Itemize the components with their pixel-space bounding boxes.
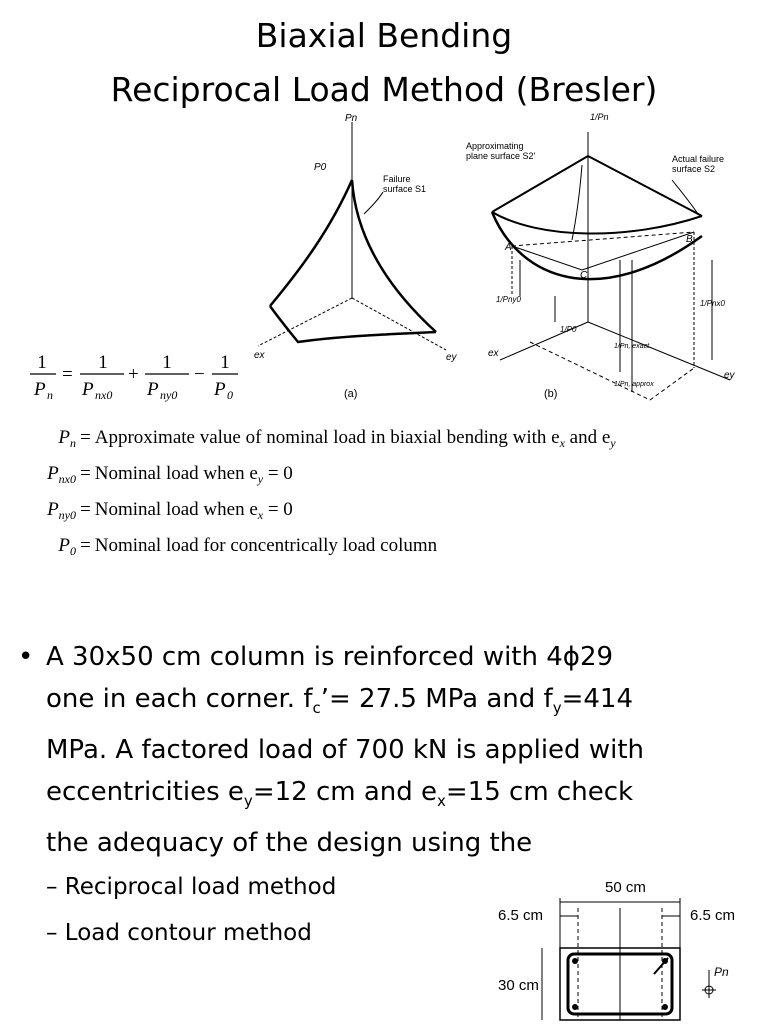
section-height-label: 30 cm bbox=[498, 977, 539, 994]
problem-line-2-part-b: ’= 27.5 MPa and f bbox=[320, 684, 553, 714]
slide-title-line-1: Biaxial Bending bbox=[255, 16, 513, 55]
section-bar-top-left bbox=[572, 958, 578, 964]
figure-b-label-pnx0: 1/Pnx0 bbox=[700, 299, 725, 308]
section-width-label: 50 cm bbox=[605, 879, 646, 896]
problem-line-4-part-a: eccentricities e bbox=[46, 777, 244, 807]
figure-b-grid-line-2 bbox=[650, 368, 694, 400]
section-hook bbox=[654, 958, 668, 974]
section-bar-bottom-left bbox=[572, 1004, 578, 1010]
definitions-list bbox=[24, 420, 764, 564]
figure-b-axis-top: 1/Pn bbox=[590, 112, 609, 122]
figure-a-leader bbox=[364, 192, 383, 214]
definition-pnx0: $P_{nx0}$ = Nominal load when $e_y = 0$ bbox=[47, 463, 293, 486]
def-tail2: y bbox=[610, 436, 616, 450]
def-rest: = 0 bbox=[263, 463, 293, 484]
bresler-figure bbox=[0, 110, 768, 420]
def-text: Nominal load when e bbox=[94, 463, 258, 484]
reciprocal-equation bbox=[30, 352, 238, 402]
eq-t3-den: P bbox=[214, 379, 226, 400]
figure-b-point-c: C bbox=[580, 270, 588, 281]
definition-pny0: $P_{ny0}$ = Nominal load when $e_x = 0$ bbox=[47, 499, 293, 522]
def-and: and e bbox=[564, 427, 611, 448]
figure-b-lower-surface bbox=[492, 212, 702, 279]
figure-a-surface-left-edge bbox=[270, 180, 352, 306]
problem-line-2-part-c: =414 bbox=[561, 684, 633, 714]
figure-a-ey-axis bbox=[352, 298, 446, 350]
section-bar-bottom-right bbox=[662, 1004, 668, 1010]
problem-line-4-part-c: =15 cm check bbox=[445, 777, 634, 807]
def-sub: nx0 bbox=[58, 472, 76, 486]
eq-t1-den-sub: nx0 bbox=[95, 388, 113, 402]
figure-b-ey-label: ey bbox=[724, 370, 735, 381]
section-load-label: Pn bbox=[714, 965, 729, 979]
problem-line-5: the adequacy of the design using the bbox=[46, 828, 533, 858]
definition-pn: $P_n$ = Approximate value of nominal load in biaxial bending with $e_x$ and $e_y$ bbox=[58, 427, 616, 450]
def-tail: x bbox=[257, 508, 264, 522]
figure-a-ex-label: ex bbox=[254, 350, 265, 361]
figure-b-approx-label-1: Approximating bbox=[466, 141, 524, 151]
def-sym: P bbox=[58, 535, 70, 556]
figure-b-caption: (b) bbox=[544, 388, 558, 400]
figure-b-actual-label-1: Actual failure bbox=[672, 154, 725, 164]
column-section bbox=[480, 870, 768, 1024]
figure-b-approx-label-2: plane surface S2' bbox=[466, 151, 536, 161]
eq-t3-den-sub: 0 bbox=[227, 388, 233, 402]
figure-a-caption: (a) bbox=[344, 388, 358, 400]
problem-line-4-sub-2: x bbox=[437, 792, 446, 810]
slide-title-line-2: Reciprocal Load Method (Bresler) bbox=[110, 70, 658, 109]
figure-b-label-p0: 1/P0 bbox=[560, 325, 577, 334]
section-right-cover: 6.5 cm bbox=[690, 907, 736, 924]
figure-a bbox=[258, 122, 446, 350]
figure-b-label-pny0: 1/Pny0 bbox=[496, 295, 521, 304]
def-rest: = 0 bbox=[263, 499, 293, 520]
section-left-cover: 6.5 cm bbox=[498, 907, 544, 924]
eq-lhs-den-sub: n bbox=[47, 388, 53, 402]
eq-t1-num: 1 bbox=[98, 352, 108, 373]
eq-t2-den: P bbox=[147, 379, 159, 400]
bullet-dot: • bbox=[18, 642, 34, 672]
figure-b-actual-leader bbox=[672, 180, 698, 214]
eq-lhs-num: 1 bbox=[37, 352, 47, 373]
problem-statement bbox=[18, 636, 758, 864]
figure-a-axis-pn: Pn bbox=[345, 113, 358, 124]
figure-b-upper-edge bbox=[492, 212, 702, 234]
eq-t3-num: 1 bbox=[220, 352, 230, 373]
figure-b-point-b: B bbox=[686, 234, 693, 245]
def-sym: P bbox=[58, 427, 70, 448]
eq-minus: − bbox=[194, 364, 205, 385]
def-text: Nominal load when e bbox=[94, 499, 258, 520]
figure-b-actual-label-2: surface S2 bbox=[672, 164, 716, 174]
eq-t2-num: 1 bbox=[162, 352, 172, 373]
problem-line-2 bbox=[46, 678, 758, 729]
problem-line-2-part-a: one in each corner. f bbox=[46, 684, 313, 714]
figure-b-approx-leader bbox=[572, 165, 582, 240]
def-sym: P bbox=[47, 499, 59, 520]
figure-a-surface-label-1: Failure bbox=[383, 174, 411, 184]
def-tail: x bbox=[559, 436, 565, 450]
def-text: Nominal load for concentrically load column bbox=[94, 535, 438, 556]
problem-line-2-sub: c bbox=[312, 699, 321, 717]
problem-line-3: MPa. A factored load of 700 kN is applied with bbox=[46, 735, 644, 765]
eq-plus: + bbox=[128, 364, 139, 385]
def-text: Approximate value of nominal load in biaxial bending with e bbox=[94, 427, 560, 448]
eq-t2-den-sub: ny0 bbox=[160, 388, 178, 402]
figure-b-label-approx: 1/Pn, approx bbox=[614, 381, 654, 388]
eq-lhs-den: P bbox=[34, 379, 46, 400]
figure-b-ey-axis bbox=[588, 322, 730, 380]
def-sub: 0 bbox=[70, 544, 76, 558]
figure-a-ey-label: ey bbox=[446, 352, 457, 363]
eq-t1-den: P bbox=[82, 379, 94, 400]
methods-list bbox=[46, 864, 336, 956]
figure-a-surface-bottom-edge bbox=[270, 306, 436, 342]
figure-a-surface-label-2: surface S1 bbox=[383, 184, 427, 194]
def-sym: P bbox=[47, 463, 59, 484]
problem-line-4-part-b: =12 cm and e bbox=[252, 777, 438, 807]
figure-b-point-a: A bbox=[505, 242, 512, 253]
problem-line-2-sub-2: y bbox=[552, 699, 562, 717]
problem-line-4-sub: y bbox=[243, 792, 253, 810]
def-sub: ny0 bbox=[58, 508, 76, 522]
figure-a-p0: P0 bbox=[314, 162, 327, 173]
def-tail: y bbox=[257, 472, 264, 486]
figure-b-plane-acb bbox=[512, 232, 694, 270]
figure-b-ex-label: ex bbox=[488, 348, 499, 359]
figure-b-label-exact: 1/Pn, exact bbox=[614, 343, 650, 350]
problem-line-4 bbox=[46, 771, 758, 822]
problem-line-1: A 30x50 cm column is reinforced with 4ϕ29 bbox=[46, 642, 614, 672]
def-sub: n bbox=[70, 436, 76, 450]
eq-equals: = bbox=[62, 364, 73, 385]
figure-a-surface-right-edge bbox=[352, 180, 436, 332]
figure-b-top-ridge bbox=[492, 156, 702, 216]
method-load-contour: – Load contour method bbox=[46, 920, 312, 946]
definition-p0: $P_0$ = Nominal load for concentrically load column bbox=[58, 535, 438, 558]
method-reciprocal: – Reciprocal load method bbox=[46, 874, 337, 900]
